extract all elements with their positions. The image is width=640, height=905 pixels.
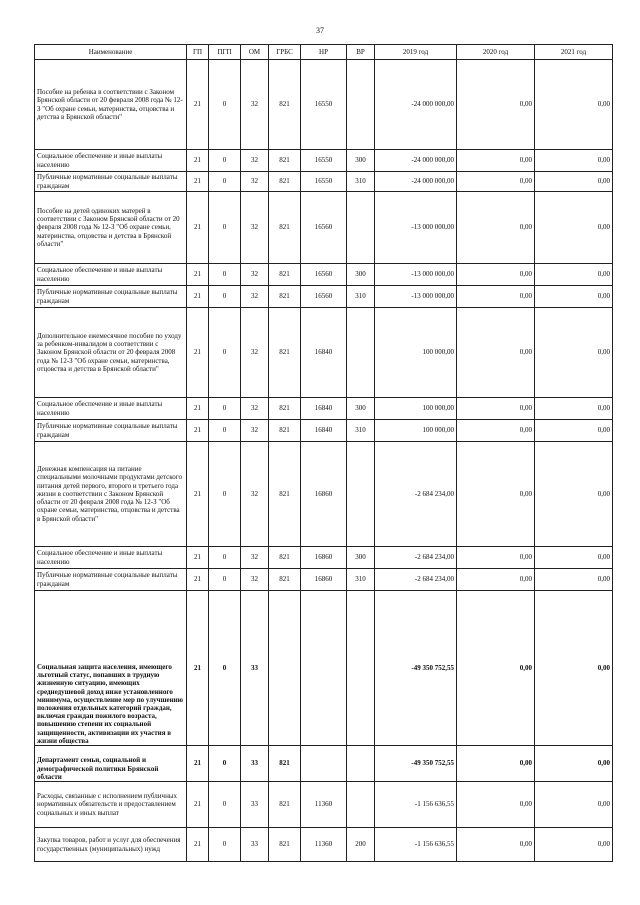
cell-2021: 0,00: [535, 172, 613, 192]
cell-2019: -13 000 000,00: [375, 192, 457, 264]
header-gp: ГП: [187, 45, 209, 60]
cell-grbs: 821: [269, 569, 301, 591]
cell-2019: 100 000,00: [375, 420, 457, 442]
cell-gp: 21: [187, 398, 209, 420]
cell-2019: -13 000 000,00: [375, 264, 457, 286]
cell-om: 33: [241, 782, 269, 828]
cell-vr: 300: [347, 150, 375, 172]
cell-pgp: 0: [209, 398, 241, 420]
table-row: [35, 308, 613, 398]
cell-nr: 16840: [301, 420, 347, 442]
cell-om: 32: [241, 569, 269, 591]
cell-pgp: 0: [209, 420, 241, 442]
cell-grbs: 821: [269, 172, 301, 192]
cell-nr: 11360: [301, 828, 347, 862]
table-row: [35, 60, 613, 150]
cell-vr: 200: [347, 828, 375, 862]
cell-vr: [347, 60, 375, 150]
cell-nr: 16560: [301, 192, 347, 264]
cell-vr: 300: [347, 547, 375, 569]
cell-pgp: 0: [209, 547, 241, 569]
cell-2020: 0,00: [457, 420, 535, 442]
cell-2019: 100 000,00: [375, 308, 457, 398]
cell-2021: 0,00: [535, 308, 613, 398]
cell-nr: 16550: [301, 150, 347, 172]
cell-2020: 0,00: [457, 308, 535, 398]
cell-vr: 300: [347, 264, 375, 286]
cell-grbs: 821: [269, 398, 301, 420]
cell-2021: 0,00: [535, 442, 613, 547]
cell-om: 33: [241, 828, 269, 862]
cell-om: 32: [241, 172, 269, 192]
cell-2021: 0,00: [535, 746, 613, 782]
cell-2019: -49 350 752,55: [375, 591, 457, 746]
cell-2019: -13 000 000,00: [375, 286, 457, 308]
cell-gp: 21: [187, 172, 209, 192]
cell-2020: 0,00: [457, 746, 535, 782]
cell-name: Пособие на детей одиноких матерей в соответствии с Законом Брянской области от 20 февраля 2008 года № 12-З "Об охране семьи, материнства, отцовства и детства в Брянской области": [35, 192, 187, 264]
cell-2020: 0,00: [457, 150, 535, 172]
header-2021: 2021 год: [535, 45, 613, 60]
cell-vr: [347, 442, 375, 547]
cell-gp: 21: [187, 60, 209, 150]
cell-2019: -1 156 636,55: [375, 828, 457, 862]
cell-nr: 16560: [301, 264, 347, 286]
cell-vr: [347, 746, 375, 782]
cell-2021: 0,00: [535, 828, 613, 862]
cell-gp: 21: [187, 442, 209, 547]
cell-gp: 21: [187, 782, 209, 828]
cell-grbs: 821: [269, 264, 301, 286]
cell-pgp: 0: [209, 60, 241, 150]
cell-pgp: 0: [209, 308, 241, 398]
cell-name: Закупка товаров, работ и услуг для обеспечения государственных (муниципальных) нужд: [35, 828, 187, 862]
cell-om: 33: [241, 591, 269, 746]
cell-om: 32: [241, 420, 269, 442]
page-number: 37: [316, 26, 324, 35]
cell-pgp: 0: [209, 172, 241, 192]
cell-name: Социальное обеспечение и иные выплаты населению: [35, 264, 187, 286]
cell-pgp: 0: [209, 782, 241, 828]
cell-name: Социальная защита населения, имеющего льготный статус, попавших в трудную жизненную ситуацию, имеющих среднедушевой доход ниже установленного минимума, осуществление мер по улучшению положения отдельных категорий граждан, включая граждан пожилого возраста, повышению степени их социальной защищенности, активизации их участия в жизни общества: [35, 591, 187, 746]
cell-name: Социальное обеспечение и иные выплаты населению: [35, 150, 187, 172]
table-row: [35, 828, 613, 862]
cell-2021: 0,00: [535, 569, 613, 591]
cell-2020: 0,00: [457, 398, 535, 420]
cell-2019: -24 000 000,00: [375, 150, 457, 172]
cell-grbs: 821: [269, 420, 301, 442]
cell-nr: 16860: [301, 547, 347, 569]
table-header-row: [35, 45, 613, 60]
cell-gp: 21: [187, 569, 209, 591]
cell-2020: 0,00: [457, 547, 535, 569]
header-2020: 2020 год: [457, 45, 535, 60]
cell-grbs: 821: [269, 286, 301, 308]
cell-vr: 310: [347, 420, 375, 442]
cell-name: Департамент семьи, социальной и демографической политики Брянской области: [35, 746, 187, 782]
table-row: [35, 150, 613, 172]
cell-name: Публичные нормативные социальные выплаты гражданам: [35, 569, 187, 591]
cell-2021: 0,00: [535, 264, 613, 286]
cell-2020: 0,00: [457, 591, 535, 746]
cell-pgp: 0: [209, 828, 241, 862]
cell-2019: -2 684 234,00: [375, 569, 457, 591]
cell-om: 32: [241, 60, 269, 150]
cell-name: Социальное обеспечение и иные выплаты населению: [35, 398, 187, 420]
cell-2019: -49 350 752,55: [375, 746, 457, 782]
table-row: [35, 172, 613, 192]
cell-om: 32: [241, 547, 269, 569]
cell-2020: 0,00: [457, 264, 535, 286]
cell-nr: 16560: [301, 286, 347, 308]
cell-2020: 0,00: [457, 782, 535, 828]
cell-name: Денежная компенсация на питание специальными молочными продуктами детского питания детей первого, второго и третьего года жизни в соответствии с Законом Брянской области от 20 февраля 2008 года № 12-З "Об охране семьи, материнства, отцовства и детства в Брянской области": [35, 442, 187, 547]
cell-gp: 21: [187, 286, 209, 308]
cell-name: Дополнительное ежемесячное пособие по уходу за ребенком-инвалидом в соответствии с Законом Брянской области от 20 февраля 2008 года № 12-З "Об охране семьи, материнства, отцовства и детства в Брянской области": [35, 308, 187, 398]
cell-nr: [301, 591, 347, 746]
table-row: [35, 442, 613, 547]
table-row: [35, 746, 613, 782]
cell-name: Публичные нормативные социальные выплаты гражданам: [35, 172, 187, 192]
cell-2021: 0,00: [535, 192, 613, 264]
cell-2020: 0,00: [457, 60, 535, 150]
header-nr: НР: [301, 45, 347, 60]
cell-nr: 16860: [301, 569, 347, 591]
cell-om: 32: [241, 192, 269, 264]
cell-name: Публичные нормативные социальные выплаты гражданам: [35, 420, 187, 442]
cell-nr: 16840: [301, 398, 347, 420]
cell-grbs: 821: [269, 828, 301, 862]
cell-2020: 0,00: [457, 442, 535, 547]
cell-2021: 0,00: [535, 547, 613, 569]
table-row: [35, 286, 613, 308]
cell-grbs: 821: [269, 746, 301, 782]
cell-om: 32: [241, 308, 269, 398]
cell-vr: [347, 192, 375, 264]
cell-gp: 21: [187, 591, 209, 746]
cell-2021: 0,00: [535, 591, 613, 746]
cell-gp: 21: [187, 420, 209, 442]
cell-vr: 310: [347, 569, 375, 591]
cell-gp: 21: [187, 746, 209, 782]
cell-grbs: 821: [269, 150, 301, 172]
cell-nr: 11360: [301, 782, 347, 828]
cell-gp: 21: [187, 308, 209, 398]
cell-2020: 0,00: [457, 569, 535, 591]
table-row: [35, 591, 613, 746]
cell-om: 32: [241, 442, 269, 547]
cell-pgp: 0: [209, 192, 241, 264]
table-row: [35, 264, 613, 286]
cell-grbs: 821: [269, 192, 301, 264]
cell-2021: 0,00: [535, 60, 613, 150]
budget-table: [34, 44, 613, 862]
cell-om: 32: [241, 398, 269, 420]
cell-gp: 21: [187, 547, 209, 569]
cell-nr: [301, 746, 347, 782]
header-2019: 2019 год: [375, 45, 457, 60]
cell-2019: -1 156 636,55: [375, 782, 457, 828]
table-row: [35, 192, 613, 264]
cell-om: 32: [241, 286, 269, 308]
cell-2019: -24 000 000,00: [375, 60, 457, 150]
cell-2019: -2 684 234,00: [375, 547, 457, 569]
cell-name: Социальное обеспечение и иные выплаты населению: [35, 547, 187, 569]
table-row: [35, 420, 613, 442]
cell-2021: 0,00: [535, 782, 613, 828]
cell-pgp: 0: [209, 286, 241, 308]
cell-vr: [347, 782, 375, 828]
cell-om: 32: [241, 264, 269, 286]
cell-2019: -2 684 234,00: [375, 442, 457, 547]
cell-nr: 16840: [301, 308, 347, 398]
cell-2021: 0,00: [535, 398, 613, 420]
cell-name: Публичные нормативные социальные выплаты гражданам: [35, 286, 187, 308]
cell-name: Расходы, связанные с исполнением публичных нормативных обязательств и предоставлением социальных и иных выплат: [35, 782, 187, 828]
table-row: [35, 547, 613, 569]
cell-gp: 21: [187, 264, 209, 286]
cell-om: 33: [241, 746, 269, 782]
cell-2020: 0,00: [457, 828, 535, 862]
cell-pgp: 0: [209, 264, 241, 286]
cell-2020: 0,00: [457, 286, 535, 308]
cell-om: 32: [241, 150, 269, 172]
cell-gp: 21: [187, 828, 209, 862]
cell-grbs: [269, 591, 301, 746]
cell-2020: 0,00: [457, 192, 535, 264]
cell-nr: 16550: [301, 172, 347, 192]
header-pgp: ПГП: [209, 45, 241, 60]
cell-name: Пособие на ребенка в соответствии с Законом Брянской области от 20 февраля 2008 года № 12-З "Об охране семьи, материнства, отцовства и детства в Брянской области": [35, 60, 187, 150]
cell-pgp: 0: [209, 569, 241, 591]
cell-2021: 0,00: [535, 286, 613, 308]
cell-vr: 310: [347, 172, 375, 192]
table-row: [35, 398, 613, 420]
cell-vr: 310: [347, 286, 375, 308]
cell-vr: [347, 591, 375, 746]
cell-2019: -24 000 000,00: [375, 172, 457, 192]
cell-2020: 0,00: [457, 172, 535, 192]
table-row: [35, 569, 613, 591]
header-vr: ВР: [347, 45, 375, 60]
cell-grbs: 821: [269, 442, 301, 547]
cell-pgp: 0: [209, 150, 241, 172]
cell-gp: 21: [187, 150, 209, 172]
header-om: ОМ: [241, 45, 269, 60]
cell-pgp: 0: [209, 442, 241, 547]
cell-vr: [347, 308, 375, 398]
table-row: [35, 782, 613, 828]
cell-grbs: 821: [269, 60, 301, 150]
cell-pgp: 0: [209, 591, 241, 746]
cell-2021: 0,00: [535, 420, 613, 442]
header-grbs: ГРБС: [269, 45, 301, 60]
cell-2019: 100 000,00: [375, 398, 457, 420]
cell-gp: 21: [187, 192, 209, 264]
cell-grbs: 821: [269, 782, 301, 828]
cell-nr: 16860: [301, 442, 347, 547]
cell-2021: 0,00: [535, 150, 613, 172]
cell-nr: 16550: [301, 60, 347, 150]
cell-vr: 300: [347, 398, 375, 420]
header-name: Наименование: [35, 45, 187, 60]
cell-grbs: 821: [269, 547, 301, 569]
cell-pgp: 0: [209, 746, 241, 782]
cell-grbs: 821: [269, 308, 301, 398]
